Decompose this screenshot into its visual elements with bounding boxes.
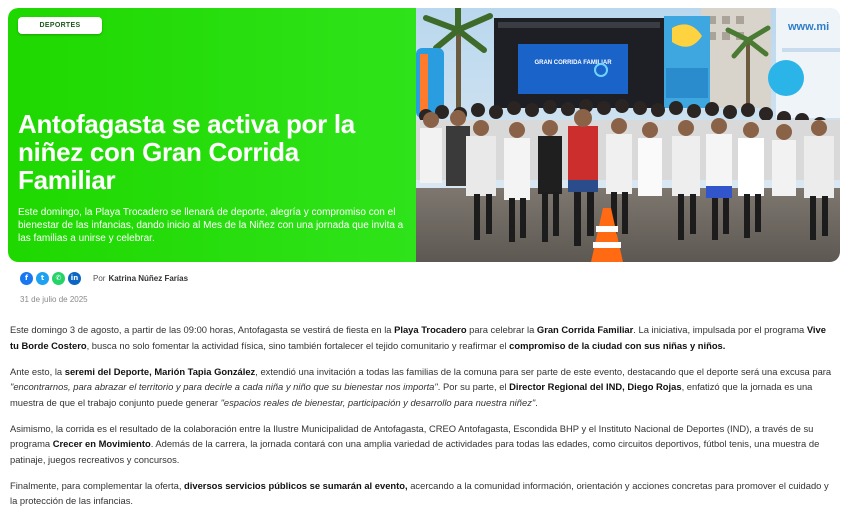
paragraph-2: Ante esto, la seremi del Deporte, Marión Tapia González, extendió una invitación a todas las familias de la comuna para ser parte de este evento, destacando que el deporte será una excusa para "encontrarnos, para abrazar el territorio y para decirle a cada niña y niño que su bienestar nos importa". Por su parte, el Director Regional del IND, Diego Rojas, enfatizó que la jornada es una muestra de que el trabajo conjunto puede generar "espacios reales de bienestar, participación y desarrollo para nuestra niñez". — [10, 365, 832, 408]
article-meta — [20, 271, 188, 285]
linkedin-icon[interactable]: in — [68, 272, 81, 285]
sponsor-sign-text: www.mi — [788, 21, 830, 33]
author-name[interactable]: Katrina Núñez Farías — [108, 273, 189, 283]
publish-date: 31 de julio de 2025 — [20, 295, 88, 304]
paragraph-1: Este domingo 3 de agosto, a partir de las 09:00 horas, Antofagasta se vestirá de fiesta en la Playa Trocadero para celebrar la Gran Corrida Familiar. La iniciativa, impulsada por el programa Vive tu Borde Costero, busca no solo fomentar la actividad física, sino también fortalecer el tejido comunitario y reafirmar el compromiso de la ciudad con sus niñas y niños. — [10, 324, 826, 351]
article-body — [10, 322, 832, 507]
hero-banner — [8, 8, 840, 262]
paragraph-3: Asimismo, la corrida es el resultado de la colaboración entre la Ilustre Municipalidad de Antofagasta, CREO Antofagasta, Escondida BHP y el Instituto Nacional de Deportes (IND), a través de su programa Crecer en Movimiento. Además de la carrera, la jornada contará con una amplia variedad de actividades para todas las edades, como circuitos deportivos, fútbol tenis, una muestra de patinaje, juegos recreativos y concursos. — [10, 422, 820, 465]
article-title: Antofagasta se activa por la niñez con Gran Corrida Familiar — [18, 109, 355, 195]
stage-banner-text: GRAN CORRIDA FAMILIAR — [534, 60, 612, 66]
hero-photo — [416, 8, 840, 262]
hero-text-panel — [8, 8, 418, 262]
twitter-icon[interactable]: t — [36, 272, 49, 285]
facebook-icon[interactable]: f — [20, 272, 33, 285]
category-badge[interactable]: DEPORTES — [18, 17, 102, 34]
by-label: Por — [93, 273, 106, 283]
whatsapp-icon[interactable]: ✆ — [52, 272, 65, 285]
paragraph-4: Finalmente, para complementar la oferta, diversos servicios públicos se sumarán al evento, acercando a la comunidad información, orientación y acciones concretas para promover el cuidado y la protección de las infancias. — [10, 479, 829, 506]
article-lead: Este domingo, la Playa Trocadero se llenará de deporte, alegría y compromiso con el bienestar de las infancias, dando inicio al Mes de la Niñez con una jornada que invita a las familias a unirse y celebrar. — [18, 207, 404, 244]
